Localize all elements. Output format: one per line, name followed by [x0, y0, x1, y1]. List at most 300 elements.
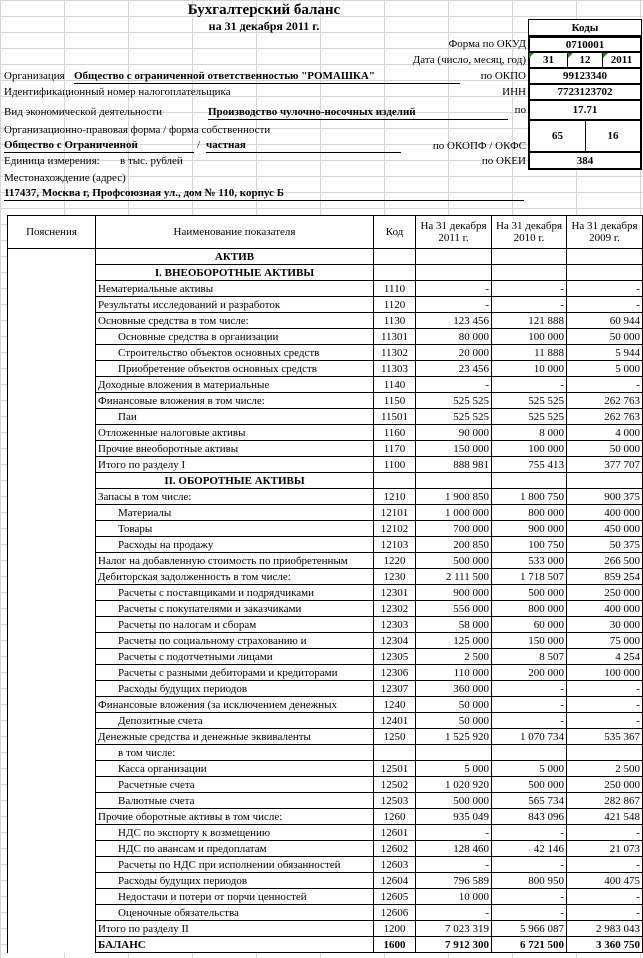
cell-value-2009: 262 763: [567, 393, 643, 409]
cell-indicator: Расходы будущих периодов: [96, 873, 374, 889]
section-row: [8, 265, 643, 281]
cell-value-2011: 556 000: [416, 601, 492, 617]
cell-value-2009: -: [567, 857, 643, 873]
balance-table: [7, 215, 643, 953]
cell-value-2009: [567, 473, 643, 489]
cell-code: [374, 473, 416, 489]
table-row: [8, 297, 643, 313]
cell-code: 12103: [374, 537, 416, 553]
cell-indicator: Расчеты с поставщиками и подрядчиками: [96, 585, 374, 601]
section-row: [8, 473, 643, 489]
cell-indicator: Недостачи и потери от порчи ценностей: [96, 889, 374, 905]
cell-code: 1150: [374, 393, 416, 409]
cell-value-2010: 500 000: [492, 777, 567, 793]
cell-indicator: в том числе:: [96, 745, 374, 761]
cell-value-2009: 859 254: [567, 569, 643, 585]
cell-indicator: Основные средства в организации: [96, 329, 374, 345]
cell-value-2009: 60 944: [567, 313, 643, 329]
cell-value-2010: 800 950: [492, 873, 567, 889]
cell-code: 12401: [374, 713, 416, 729]
cell-value-2009: [567, 745, 643, 761]
table-row: [8, 905, 643, 921]
table-row: [8, 313, 643, 329]
okfs-value: [585, 120, 642, 152]
cell-value-2009: 4 000: [567, 425, 643, 441]
cell-value-2010: 200 000: [492, 665, 567, 681]
cell-indicator: Приобретение объектов основных средств: [96, 361, 374, 377]
okopf-label: по ОКОПФ / ОКФС: [432, 140, 526, 152]
cell-code: 12305: [374, 649, 416, 665]
cell-value-2010: 121 888: [492, 313, 567, 329]
okei-value-text: 384: [576, 154, 594, 167]
cell-notes: [8, 521, 96, 537]
cell-value-2011: -: [416, 377, 492, 393]
cell-notes: [8, 537, 96, 553]
cell-value-2009: 4 254: [567, 649, 643, 665]
unit-value: в тыс. рублей: [120, 155, 183, 167]
table-row: [8, 441, 643, 457]
inn-desc: Идентификационный номер налогоплательщика: [4, 86, 231, 98]
cell-value-2011: -: [416, 281, 492, 297]
cell-code: 1120: [374, 297, 416, 313]
date-month-text: 12: [579, 54, 591, 66]
cell-code: 1110: [374, 281, 416, 297]
cell-code: 1210: [374, 489, 416, 505]
cell-value-2009: -: [567, 905, 643, 921]
cell-value-2009: 400 000: [567, 601, 643, 617]
date-year: [602, 52, 642, 68]
codes-header: [528, 19, 642, 36]
cell-notes: [8, 825, 96, 841]
cell-value-2011: [416, 265, 492, 281]
cell-code: 1220: [374, 553, 416, 569]
cell-value-2010: 900 000: [492, 521, 567, 537]
address-value: 117437, Москва г, Профсоюзная ул., дом № 110, корпус Б: [4, 187, 524, 201]
cell-value-2010: -: [492, 297, 567, 313]
table-row: [8, 537, 643, 553]
cell-indicator: Финансовые вложения (за исключением денежных: [96, 697, 374, 713]
cell-value-2009: 2 983 043: [567, 921, 643, 937]
table-row: [8, 777, 643, 793]
table-row: [8, 457, 643, 473]
cell-code: 12101: [374, 505, 416, 521]
cell-value-2011: 50 000: [416, 697, 492, 713]
cell-value-2010: -: [492, 713, 567, 729]
cell-value-2009: 900 375: [567, 489, 643, 505]
cell-value-2011: 150 000: [416, 441, 492, 457]
table-row: [8, 697, 643, 713]
table-row: [8, 873, 643, 889]
cell-indicator: Расчеты по НДС при исполнении обязанностей: [96, 857, 374, 873]
cell-value-2009: 262 763: [567, 409, 643, 425]
cell-indicator: Расчеты с разными дебиторами и кредиторами: [96, 665, 374, 681]
page-title: Бухгалтерский баланс: [187, 2, 341, 18]
cell-notes: [8, 777, 96, 793]
cell-indicator: Нематериальные активы: [96, 281, 374, 297]
table-row: [8, 937, 643, 953]
cell-value-2010: 1 718 507: [492, 569, 567, 585]
col-header-indicator: Наименование показателя: [96, 216, 374, 249]
legal-separator: /: [197, 139, 201, 151]
cell-indicator: Строительство объектов основных средств: [96, 345, 374, 361]
unit-label: Единица измерения:: [4, 155, 100, 167]
cell-value-2009: 266 500: [567, 553, 643, 569]
cell-indicator: Финансовые вложения в том числе:: [96, 393, 374, 409]
cell-value-2011: 1 525 920: [416, 729, 492, 745]
cell-code: 11302: [374, 345, 416, 361]
cell-code: 1240: [374, 697, 416, 713]
table-row: [8, 617, 643, 633]
table-row: [8, 729, 643, 745]
cell-value-2010: -: [492, 825, 567, 841]
cell-indicator: Паи: [96, 409, 374, 425]
cell-value-2009: 2 500: [567, 761, 643, 777]
cell-code: 1100: [374, 457, 416, 473]
okfs-value-text: 16: [607, 130, 619, 142]
cell-value-2011: 935 049: [416, 809, 492, 825]
cell-value-2009: 5 000: [567, 361, 643, 377]
okved-value: [528, 100, 642, 120]
table-row: [8, 505, 643, 521]
cell-value-2011: 20 000: [416, 345, 492, 361]
cell-value-2009: 282 867: [567, 793, 643, 809]
inn-value-text: 7723123702: [557, 86, 613, 98]
cell-notes: [8, 937, 96, 953]
cell-notes: [8, 761, 96, 777]
cell-indicator: Материалы: [96, 505, 374, 521]
cell-code: 11303: [374, 361, 416, 377]
cell-value-2010: 11 888: [492, 345, 567, 361]
cell-indicator: Дебиторская задолженность в том числе:: [96, 569, 374, 585]
table-row: [8, 553, 643, 569]
cell-notes: [8, 329, 96, 345]
cell-indicator: Прочие оборотные активы в том числе:: [96, 809, 374, 825]
cell-indicator: Товары: [96, 521, 374, 537]
cell-value-2011: 125 000: [416, 633, 492, 649]
cell-value-2009: [567, 265, 643, 281]
cell-value-2010: [492, 745, 567, 761]
section-title: АКТИВ: [96, 249, 374, 265]
cell-value-2011: 80 000: [416, 329, 492, 345]
cell-indicator: Прочие внеоборотные активы: [96, 441, 374, 457]
cell-notes: [8, 617, 96, 633]
codes-label: Коды: [571, 21, 599, 34]
cell-value-2011: [416, 745, 492, 761]
cell-indicator: НДС по экспорту к возмещению: [96, 825, 374, 841]
cell-code: 12605: [374, 889, 416, 905]
cell-code: 12604: [374, 873, 416, 889]
cell-indicator: Расходы на продажу: [96, 537, 374, 553]
cell-code: 1250: [374, 729, 416, 745]
okved-label: по: [514, 104, 526, 116]
cell-value-2010: 533 000: [492, 553, 567, 569]
table-row: [8, 425, 643, 441]
okud-value-text: 0710001: [565, 38, 605, 51]
cell-notes: [8, 857, 96, 873]
col-header-2009: На 31 декабря 2009 г.: [567, 216, 643, 249]
cell-value-2011: 888 981: [416, 457, 492, 473]
cell-code: 12502: [374, 777, 416, 793]
date-day-text: 31: [543, 54, 554, 66]
cell-value-2010: 6 721 500: [492, 937, 567, 953]
cell-notes: [8, 409, 96, 425]
cell-indicator: Расчеты по налогам и сборам: [96, 617, 374, 633]
cell-notes: [8, 921, 96, 937]
cell-code: 12603: [374, 857, 416, 873]
table-row: [8, 393, 643, 409]
cell-value-2011: 1 000 000: [416, 505, 492, 521]
cell-value-2010: 8 000: [492, 425, 567, 441]
cell-value-2011: -: [416, 905, 492, 921]
cell-value-2011: -: [416, 825, 492, 841]
cell-code: [374, 745, 416, 761]
cell-value-2011: 7 023 319: [416, 921, 492, 937]
cell-value-2010: 100 750: [492, 537, 567, 553]
cell-notes: [8, 729, 96, 745]
cell-value-2010: 500 000: [492, 585, 567, 601]
cell-indicator: Отложенные налоговые активы: [96, 425, 374, 441]
cell-value-2011: 500 000: [416, 553, 492, 569]
cell-notes: [8, 697, 96, 713]
cell-indicator: Валютные счета: [96, 793, 374, 809]
page-date: на 31 декабря 2011 г.: [208, 19, 320, 33]
cell-value-2010: 525 525: [492, 409, 567, 425]
cell-code: 12501: [374, 761, 416, 777]
cell-notes: [8, 457, 96, 473]
cell-indicator: Расчетные счета: [96, 777, 374, 793]
cell-notes: [8, 569, 96, 585]
cell-value-2011: 23 456: [416, 361, 492, 377]
cell-value-2011: 50 000: [416, 713, 492, 729]
cell-code: 12301: [374, 585, 416, 601]
cell-notes: [8, 665, 96, 681]
table-row: [8, 649, 643, 665]
cell-value-2011: 123 456: [416, 313, 492, 329]
cell-marker-icon: [568, 53, 573, 58]
col-header-notes: Пояснения: [8, 216, 96, 249]
col-header-2011: На 31 декабря 2011 г.: [416, 216, 492, 249]
table-row: [8, 377, 643, 393]
cell-value-2009: 400 000: [567, 505, 643, 521]
table-row: [8, 521, 643, 537]
table-row: [8, 681, 643, 697]
cell-value-2009: -: [567, 377, 643, 393]
cell-value-2010: 100 000: [492, 329, 567, 345]
cell-value-2010: 150 000: [492, 633, 567, 649]
table-row: [8, 825, 643, 841]
cell-value-2010: 5 000: [492, 761, 567, 777]
cell-value-2010: 525 525: [492, 393, 567, 409]
cell-notes: [8, 377, 96, 393]
date-label: Дата (число, месяц, год): [412, 54, 526, 66]
cell-code: 12303: [374, 617, 416, 633]
cell-notes: [8, 889, 96, 905]
okved-value-text: 17.71: [572, 104, 598, 116]
cell-notes: [8, 505, 96, 521]
cell-value-2010: 843 096: [492, 809, 567, 825]
okei-label: по ОКЕИ: [481, 155, 526, 167]
table-row: [8, 585, 643, 601]
okpo-value-text: 99123340: [563, 70, 607, 82]
okud-value: [528, 36, 642, 52]
cell-code: 1230: [374, 569, 416, 585]
cell-value-2011: 500 000: [416, 793, 492, 809]
cell-indicator: Основные средства в том числе:: [96, 313, 374, 329]
cell-notes: [8, 585, 96, 601]
org-value: Общество с ограниченной ответственностью "РОМАШКА": [74, 70, 460, 84]
cell-value-2010: -: [492, 857, 567, 873]
table-row: [8, 345, 643, 361]
okpo-label: по ОКПО: [480, 70, 526, 82]
cell-notes: [8, 473, 96, 489]
cell-value-2011: 796 589: [416, 873, 492, 889]
cell-notes: [8, 425, 96, 441]
cell-value-2011: 10 000: [416, 889, 492, 905]
cell-notes: [8, 489, 96, 505]
cell-code: [374, 265, 416, 281]
cell-value-2010: 800 000: [492, 505, 567, 521]
cell-indicator: Доходные вложения в материальные: [96, 377, 374, 393]
cell-marker-icon: [529, 53, 534, 58]
cell-code: 12602: [374, 841, 416, 857]
cell-value-2011: 7 912 300: [416, 937, 492, 953]
cell-value-2009: -: [567, 889, 643, 905]
cell-value-2011: [416, 473, 492, 489]
cell-value-2009: 5 944: [567, 345, 643, 361]
cell-notes: [8, 601, 96, 617]
cell-notes: [8, 873, 96, 889]
cell-value-2010: 1 070 734: [492, 729, 567, 745]
cell-value-2011: 525 525: [416, 409, 492, 425]
cell-code: 1600: [374, 937, 416, 953]
col-header-code: Код: [374, 216, 416, 249]
cell-value-2010: -: [492, 905, 567, 921]
legal-value: Общество с Ограниченной: [4, 139, 194, 153]
cell-value-2009: 250 000: [567, 777, 643, 793]
cell-code: 12102: [374, 521, 416, 537]
cell-code: 1130: [374, 313, 416, 329]
cell-value-2009: 450 000: [567, 521, 643, 537]
cell-value-2009: -: [567, 681, 643, 697]
cell-value-2011: 900 000: [416, 585, 492, 601]
cell-code: 12503: [374, 793, 416, 809]
cell-indicator: Расходы будущих периодов: [96, 681, 374, 697]
cell-indicator: НДС по авансам и предоплатам: [96, 841, 374, 857]
cell-value-2011: -: [416, 857, 492, 873]
cell-value-2010: -: [492, 889, 567, 905]
cell-value-2009: 377 707: [567, 457, 643, 473]
table-row: [8, 921, 643, 937]
cell-value-2011: 110 000: [416, 665, 492, 681]
cell-value-2009: 30 000: [567, 617, 643, 633]
table-row: [8, 329, 643, 345]
cell-value-2011: [416, 249, 492, 265]
cell-code: 1160: [374, 425, 416, 441]
inn-value: [528, 84, 642, 100]
cell-value-2009: -: [567, 297, 643, 313]
cell-code: [374, 249, 416, 265]
table-row: [8, 569, 643, 585]
cell-notes: [8, 265, 96, 281]
cell-notes: [8, 713, 96, 729]
table-row: [8, 281, 643, 297]
cell-value-2009: 50 000: [567, 441, 643, 457]
cell-value-2011: 700 000: [416, 521, 492, 537]
cell-value-2009: [567, 249, 643, 265]
cell-code: 1170: [374, 441, 416, 457]
cell-value-2009: 400 475: [567, 873, 643, 889]
table-row: [8, 489, 643, 505]
table-row: [8, 633, 643, 649]
cell-notes: [8, 633, 96, 649]
okud-label: Форма по ОКУД: [448, 38, 526, 50]
cell-value-2011: 128 460: [416, 841, 492, 857]
table-row: [8, 793, 643, 809]
cell-indicator: Результаты исследований и разработок: [96, 297, 374, 313]
legal-label: Организационно-правовая форма / форма собственности: [4, 124, 271, 136]
address-label: Местонахождение (адрес): [4, 172, 126, 184]
cell-value-2009: 21 073: [567, 841, 643, 857]
table-row: [8, 857, 643, 873]
cell-code: 1260: [374, 809, 416, 825]
cell-value-2011: 2 500: [416, 649, 492, 665]
cell-notes: [8, 361, 96, 377]
col-header-2010: На 31 декабря 2010 г.: [492, 216, 567, 249]
cell-value-2011: 525 525: [416, 393, 492, 409]
table-row: [8, 745, 643, 761]
cell-code: 12304: [374, 633, 416, 649]
okpo-value: [528, 68, 642, 84]
cell-notes: [8, 345, 96, 361]
cell-notes: [8, 313, 96, 329]
cell-value-2010: 755 413: [492, 457, 567, 473]
cell-code: 12606: [374, 905, 416, 921]
cell-indicator: Депозитные счета: [96, 713, 374, 729]
cell-indicator: Налог на добавленную стоимость по приобретенным: [96, 553, 374, 569]
section-row: [8, 249, 643, 265]
cell-value-2010: 42 146: [492, 841, 567, 857]
cell-code: 12306: [374, 665, 416, 681]
cell-value-2009: -: [567, 697, 643, 713]
cell-value-2010: [492, 473, 567, 489]
cell-notes: [8, 393, 96, 409]
cell-indicator: Денежные средства и денежные эквиваленты: [96, 729, 374, 745]
cell-value-2009: 250 000: [567, 585, 643, 601]
cell-notes: [8, 905, 96, 921]
date-day: [528, 52, 568, 68]
cell-notes: [8, 841, 96, 857]
cell-value-2009: 3 360 750: [567, 937, 643, 953]
cell-value-2011: 200 850: [416, 537, 492, 553]
cell-code: 11301: [374, 329, 416, 345]
cell-code: 11501: [374, 409, 416, 425]
cell-notes: [8, 809, 96, 825]
cell-notes: [8, 553, 96, 569]
table-row: [8, 665, 643, 681]
cell-notes: [8, 249, 96, 265]
cell-indicator: Расчеты с покупателями и заказчиками: [96, 601, 374, 617]
section-title: II. ОБОРОТНЫЕ АКТИВЫ: [96, 473, 374, 489]
table-body: [8, 249, 643, 953]
cell-value-2011: -: [416, 297, 492, 313]
cell-indicator: Оценочные обязательства: [96, 905, 374, 921]
cell-value-2010: 5 966 087: [492, 921, 567, 937]
org-label: Организация: [4, 70, 65, 82]
cell-value-2010: 800 000: [492, 601, 567, 617]
table-row: [8, 361, 643, 377]
cell-value-2011: 90 000: [416, 425, 492, 441]
cell-value-2011: 58 000: [416, 617, 492, 633]
